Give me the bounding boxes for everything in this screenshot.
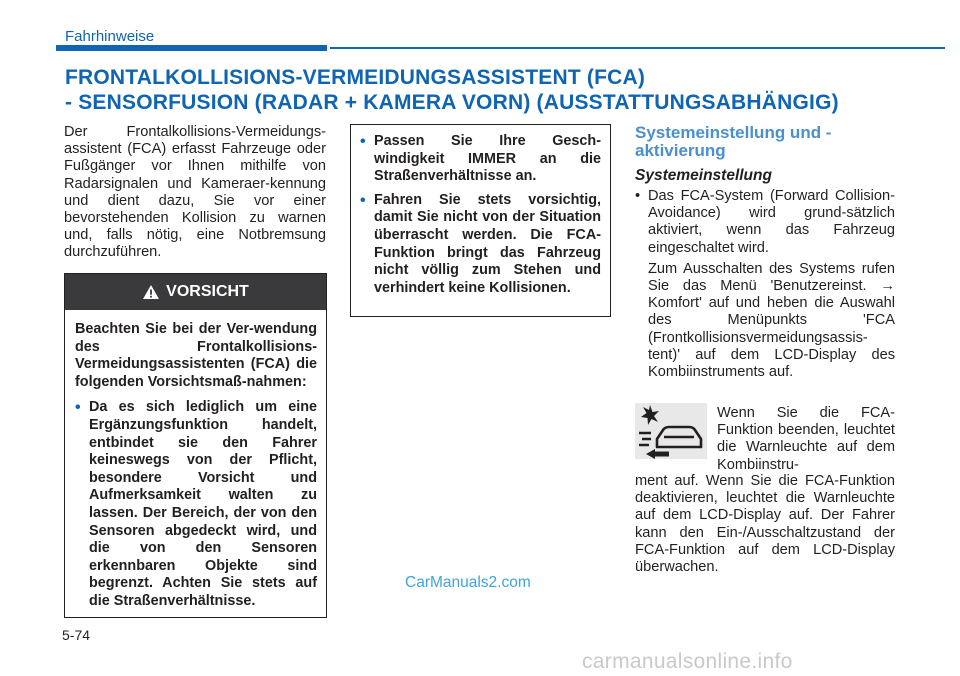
watermark[interactable]: CarManuals2.com xyxy=(405,574,531,591)
caution-box-continued xyxy=(350,124,611,317)
intro-text: Der Frontalkollisions-Vermeidungs-assistent (FCA) erfasst Fahrzeuge oder Fußgänger vor Ihnen mithilfe von Radarsignalen und Kameraer-kennung und dient dazu, Sie vor einer bevorstehenden Kollision zu warnen und, falls nötig, eine Notbremsung durchzuführen. xyxy=(64,124,326,261)
settings-heading: Systemeinstellung und -aktivierung xyxy=(635,123,832,160)
intro-paragraph xyxy=(64,124,326,262)
caution-header xyxy=(65,274,326,310)
settings-paragraph xyxy=(635,261,895,381)
section-label: Fahrhinweise xyxy=(65,28,155,45)
settings-side-text: Wenn Sie die FCA-Funktion beenden, leuchtet die Warnleuchte auf dem Kombiinstru- xyxy=(717,405,895,473)
footer-watermark[interactable]: carmanualsonline.info xyxy=(582,650,793,673)
bullet-dot-icon: • xyxy=(360,191,366,209)
caution-bullet-text: Fahren Sie stets vorsichtig, damit Sie nicht von der Situation überrascht werden. Die FCA-Funktion bringt das Fahrzeug nicht völlig zum Stehen und verhindert keine Kollisionen. xyxy=(374,191,601,296)
caution-label: VORSICHT xyxy=(166,283,249,300)
caution-lead: Beachten Sie bei der Ver-wendung des Frontalkollisions-Vermeidungsassistenten (FCA) die folgenden Vorsichtsmaß-nahmen: xyxy=(75,321,317,390)
fca-warning-light-icon xyxy=(635,403,707,459)
bullet-dot-icon: • xyxy=(75,399,81,417)
caution-body xyxy=(65,310,326,611)
settings-paragraph-text: Zum Ausschalten des Systems rufen Sie das Menü 'Benutzereinst. → Komfort' auf und heben die Auswahl des Menüpunkts 'FCA (Frontkollisionsvermeidungsassis-tent)' auf dem LCD-Display des Kombiinstruments auf. xyxy=(648,260,895,381)
warning-triangle-icon xyxy=(142,284,160,300)
page-title-line2: - SENSORFUSION (RADAR + KAMERA VORN) (AUSSTATTUNGSABHÄNGIG) xyxy=(65,91,839,114)
caution-bullet-text: Da es sich lediglich um eine Ergänzungsfunktion handelt, entbindet sie den Fahrer keineswegs von der Pflicht, besondere Vorsicht und Aufmerksamkeit walten zu lassen. Der Bereich, der von den Sensoren abgedeckt wird, und die von den Sensoren erkennbaren Objekte sind begrenzt. Achten Sie stets auf die Straßenverhältnisse. xyxy=(89,399,317,609)
settings-continued-text: ment auf. Wenn Sie die FCA-Funktion deaktivieren, leuchtet die Warnleuchte auf dem LCD-Display auf. Der Fahrer kann den Ein-/Ausschaltzustand der FCA-Funktion auf dem LCD-Display überwachen. xyxy=(635,473,895,576)
header-rule-thin xyxy=(330,47,945,49)
bullet-dot-icon: • xyxy=(635,188,641,204)
settings-text xyxy=(635,188,895,381)
caution-bullet xyxy=(75,399,317,610)
bullet-dot-icon: • xyxy=(360,133,366,150)
page-number: 5-74 xyxy=(62,627,91,643)
settings-subheading: Systemeinstellung xyxy=(635,167,772,184)
caution-box xyxy=(64,273,327,618)
settings-bullet xyxy=(635,188,895,257)
caution-bullet xyxy=(360,133,601,186)
caution-bullet xyxy=(360,192,601,298)
caution-bullet-text: Passen Sie Ihre Gesch-windigkeit IMMER an die Straßenverhältnisse an. xyxy=(374,133,601,185)
header-rule-thick xyxy=(56,45,327,51)
page-title-line1: FRONTALKOLLISIONS-VERMEIDUNGSASSISTENT (FCA) xyxy=(65,66,646,89)
settings-bullet-text: Das FCA-System (Forward Collision-Avoidance) wird grund-sätzlich aktiviert, wenn das Fahrzeug eingeschaltet wird. xyxy=(648,188,895,256)
